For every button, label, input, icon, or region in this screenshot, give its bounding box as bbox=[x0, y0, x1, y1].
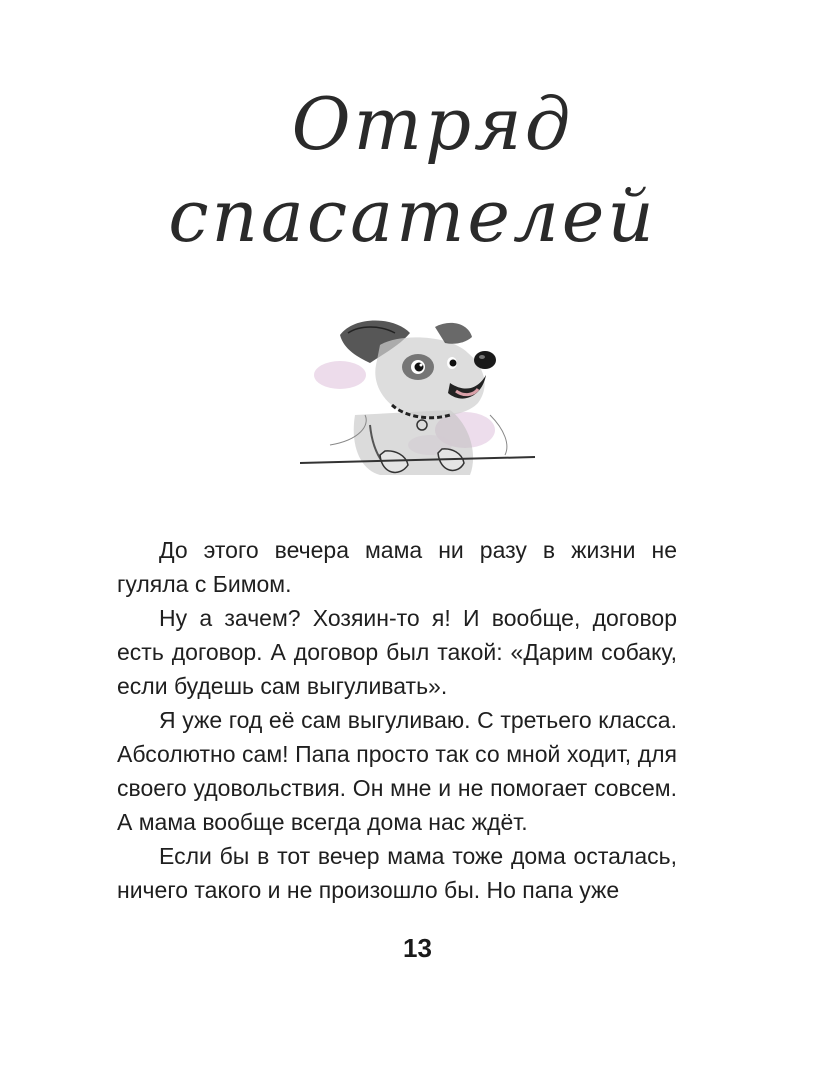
paragraph-3: Я уже год её сам выгуливаю. С третьего класса. Абсолютно сам! Папа просто так со мной ходит, для своего удовольствия. Он мне и не помогает совсем. А мама вообще всегда дома нас ждёт. bbox=[117, 707, 677, 835]
body-text bbox=[117, 533, 677, 907]
chapter-title-line-1: Отряд bbox=[291, 82, 574, 166]
paragraph-1: До этого вечера мама ни разу в жизни не гуляла с Бимом. bbox=[117, 537, 677, 597]
chapter-title bbox=[0, 78, 835, 262]
paragraph-4: Если бы в тот вечер мама тоже дома осталась, ничего такого и не произошло бы. Но папа уже bbox=[117, 843, 677, 903]
page-number: 13 bbox=[403, 933, 432, 963]
paragraph-2: Ну а зачем? Хозяин-то я! И вообще, договор есть договор. А договор был такой: «Дарим собаку, если будешь сам выгуливать». bbox=[117, 605, 677, 699]
chapter-title-line-2: спасателей bbox=[168, 174, 657, 258]
puppy-illustration-icon bbox=[300, 305, 540, 485]
